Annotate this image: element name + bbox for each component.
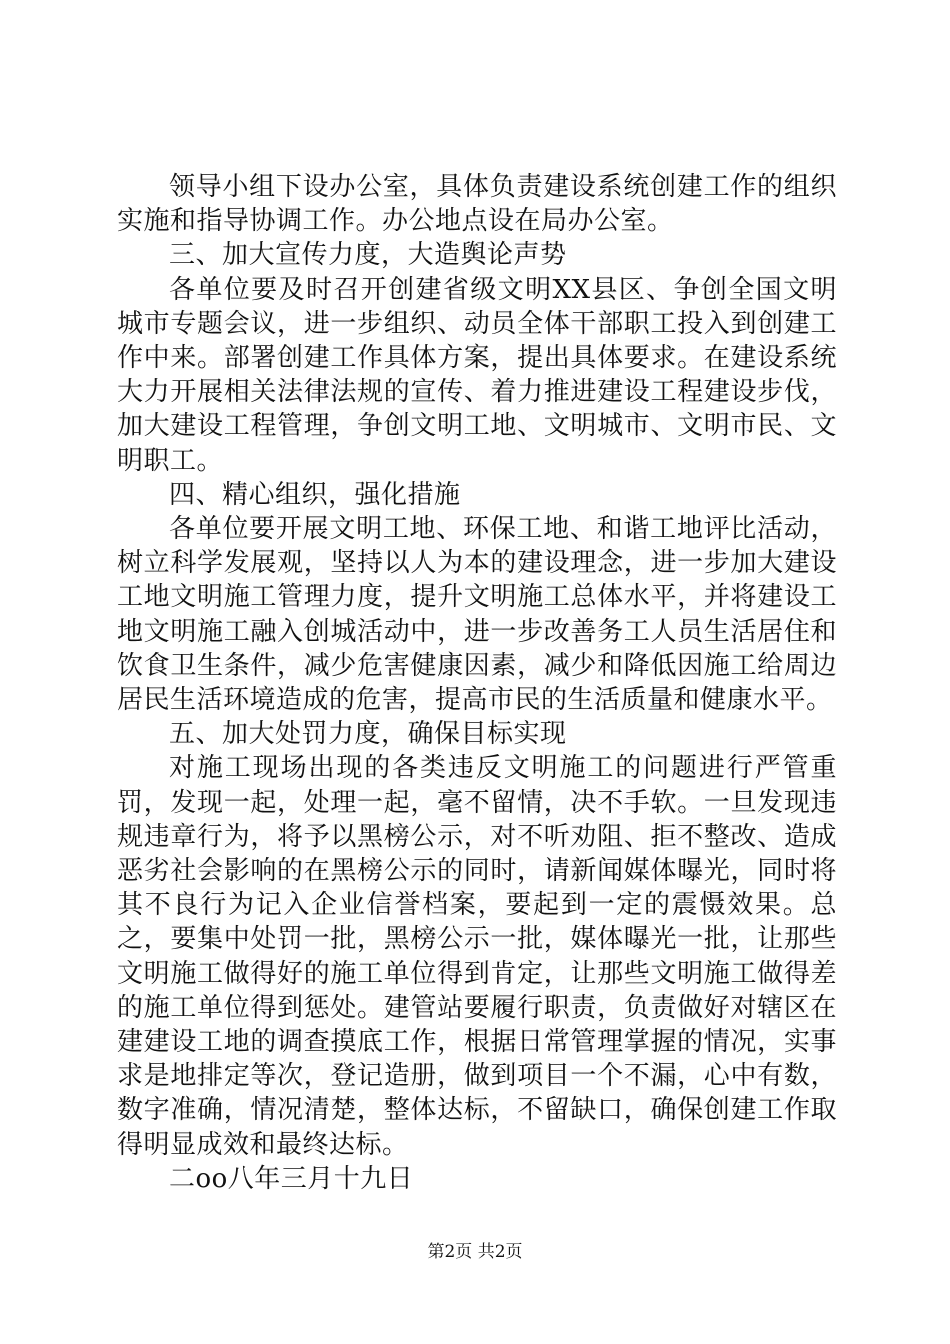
document-body: [117, 170, 837, 1196]
page-number-footer: 第2页 共2页: [427, 1242, 523, 1262]
paragraph-publicity: 各单位要及时召开创建省级文明XX县区、争创全国文明城市专题会议，进一步组织、动员全体干部职工投入到创建工作中来。部署创建工作具体方案，提出具体要求。在建设系统大力开展相关法律法规的宣传、着力推进建设工程建设步伐，加大建设工程管理，争创文明工地、文明城市、文明市民、文明职工。: [117, 274, 837, 476]
paragraph-organization: 各单位要开展文明工地、环保工地、和谐工地评比活动，树立科学发展观，坚持以人为本的建设理念，进一步加大建设工地文明施工管理力度，提升文明施工总体水平，并将建设工地文明施工融入创城活动中，进一步改善务工人员生活居住和饮食卫生条件，减少危害健康因素，减少和降低因施工给周边居民生活环境造成的危害，提高市民的生活质量和健康水平。: [117, 514, 837, 716]
paragraph-office: 领导小组下设办公室，具体负责建设系统创建工作的组织实施和指导协调工作。办公地点设在局办公室。: [117, 172, 837, 237]
paragraph-penalties: 对施工现场出现的各类违反文明施工的问题进行严管重罚，发现一起，处理一起，毫不留情，决不手软。一旦发现违规违章行为，将予以黑榜公示，对不听劝阻、拒不整改、造成恶劣社会影响的在黑榜公示的同时，请新闻媒体曝光，同时将其不良行为记入企业信誉档案，要起到一定的震慑效果。总之，要集中处罚一批，黑榜公示一批，媒体曝光一批，让那些文明施工做得好的施工单位得到肯定，让那些文明施工做得差的施工单位得到惩处。建管站要履行职责，负责做好对辖区在建建设工地的调查摸底工作，根据日常管理掌握的情况，实事求是地排定等次，登记造册，做到项目一个不漏，心中有数，数字准确，情况清楚，整体达标，不留缺口，确保创建工作取得明显成效和最终达标。: [117, 753, 837, 1160]
heading-section-4: 四、精心组织，强化措施: [169, 479, 461, 510]
heading-section-5: 五、加大处罚力度，确保目标实现: [169, 719, 567, 750]
document-date: 二oo八年三月十九日: [169, 1163, 414, 1194]
heading-section-3: 三、加大宣传力度，大造舆论声势: [169, 240, 567, 271]
